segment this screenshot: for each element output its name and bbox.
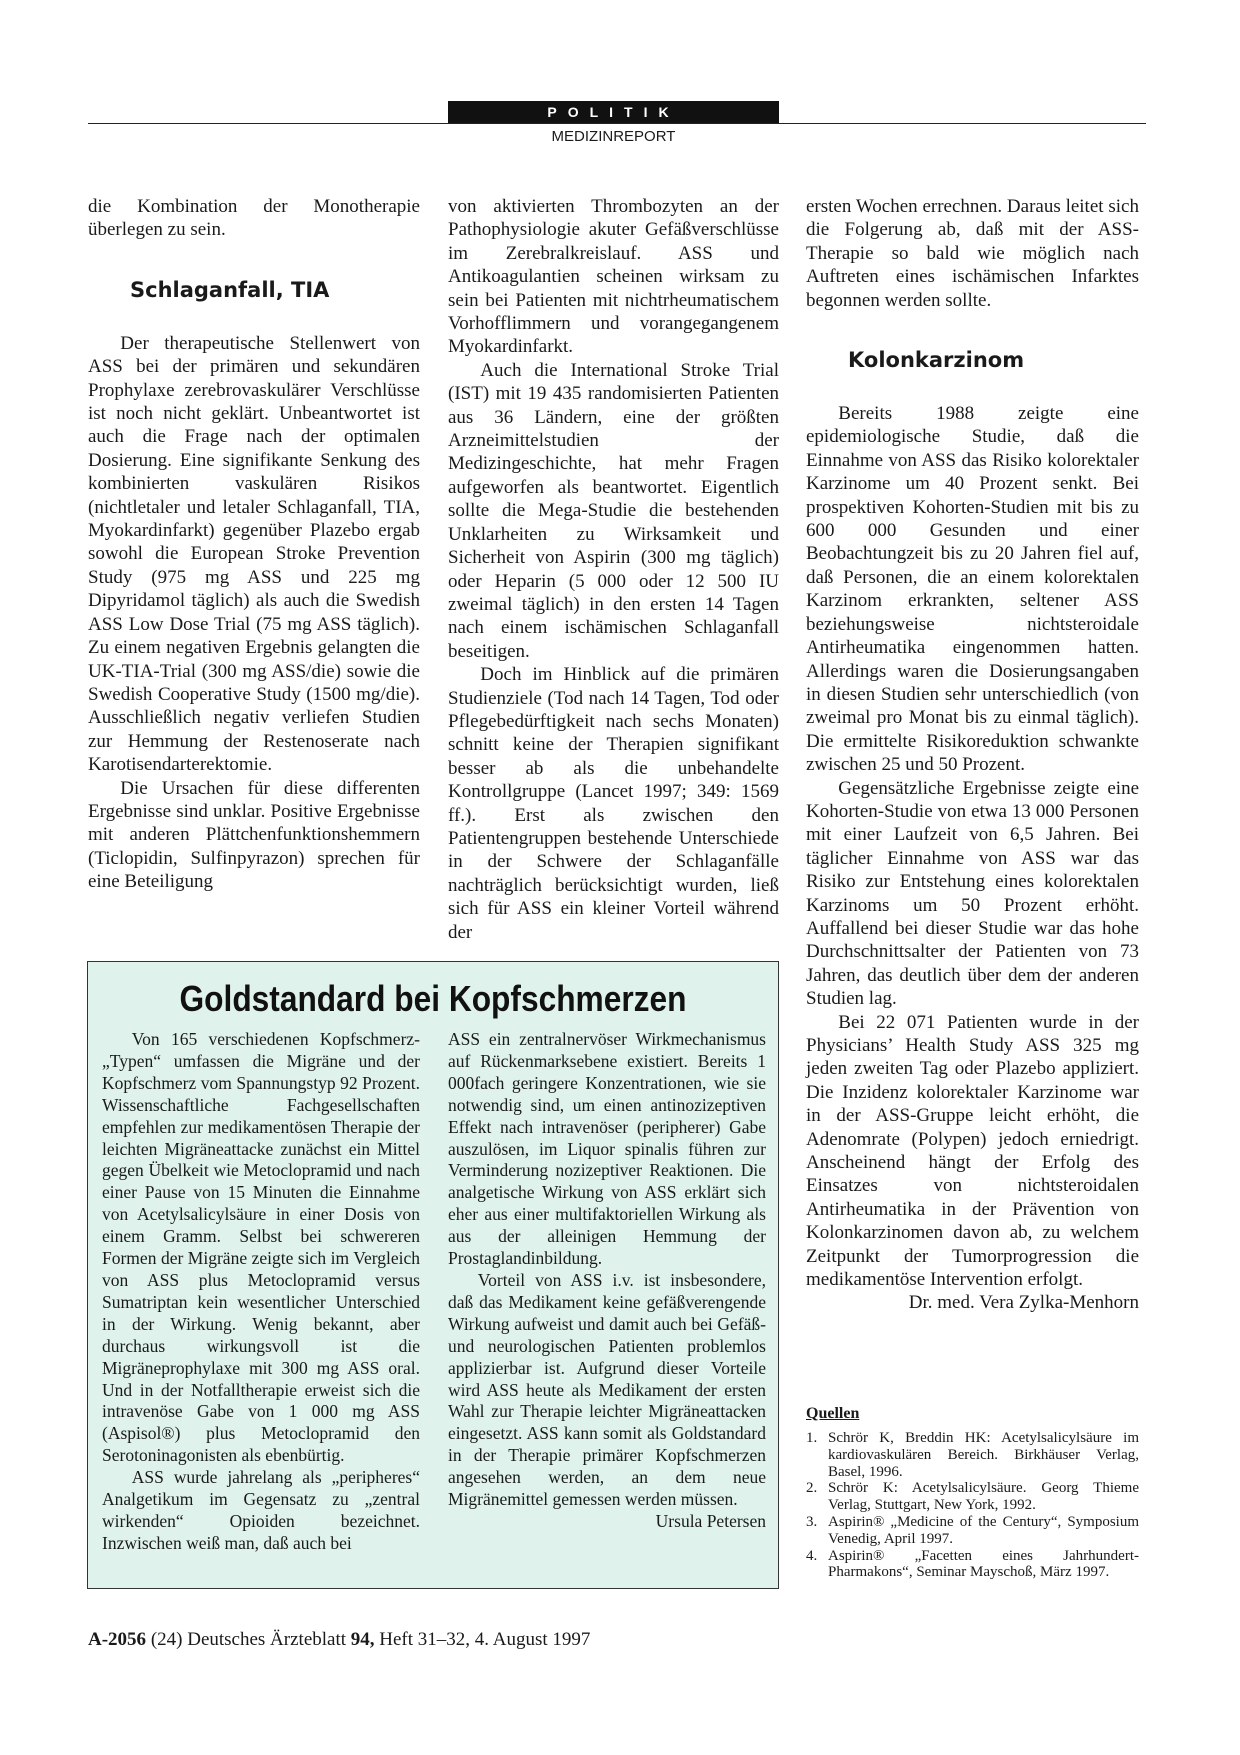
reference-item bbox=[806, 1480, 1139, 1514]
reference-text: Schrör K: Acetylsalicylsäure. Georg Thieme Verlag, Stuttgart, New York, 1992. bbox=[828, 1480, 1139, 1514]
paragraph: von aktivierten Thrombozyten an der Pathophysiologie akuter Gefäßverschlüsse im Zerebralkreislauf. ASS und Antikoagulantien scheinen wirksam zu sein bei Patienten mit nichtrheumatischem Vorhofflimmern und vorangegangenem Myokardinfarkt. bbox=[448, 196, 779, 358]
citation-volume: 94, bbox=[350, 1629, 375, 1650]
reference-number: 2. bbox=[806, 1480, 818, 1497]
paragraph: Der therapeutische Stellenwert von ASS bei der primären und sekundären Prophylaxe zerebrovaskulärer Verschlüsse ist noch nicht geklärt. Unbeantwortet ist auch die Frage nach der optimalen Dosierung. Eine signifikante Senkung des kombinierten vaskulären Risikos (nichtletaler und letaler Schlaganfall, TIA, Myokardinfarkt) gegenüber Plazebo ergab sowohl die European Stroke Prevention Study (975 mg ASS und 225 mg Dipyridamol täglich) als auch die Swedish ASS Low Dose Trial (75 mg ASS täglich). Zu einem negativen Ergebnis gelangten die UK-TIA-Trial (300 mg ASS/die) sowie die Swedish Cooperative Study (1500 mg/die). Ausschließlich negativ verliefen Studien zur Hemmung der Restenoserate nach Karotisendarterektomie. bbox=[88, 332, 420, 776]
paragraph: ersten Wochen errechnen. Daraus leitet sich die Folgerung ab, daß mit der ASS-Therapie so bald wie möglich nach Auftreten eines ischämischen Infarktes begonnen werden sollte. bbox=[806, 196, 1139, 311]
paragraph: Von 165 verschiedenen Kopfschmerz-„Typen“ umfassen die Migräne und der Kopfschmerz vom Spannungstyp 92 Prozent. Wissenschaftliche Fachgesellschaften empfehlen zur medikamentösen Therapie der leichten Migräneattacke zunächst ein Mittel gegen Übelkeit wie Metoclopramid und nach einer Pause von 15 Minuten die Einnahme von Acetylsalicylsäure in einer Dosis von einem Gramm. Selbst bei schwereren Formen der Migräne zeigte sich im Vergleich von ASS plus Metoclopramid versus Sumatriptan kein wesentlicher Unterschied in der Wirkung. Wenig bekannt, aber durchaus wirkungsvoll ist die Migräneprophylaxe mit 300 mg ASS oral. Und in der Notfalltherapie erweist sich die intravenöse Gabe von 1 000 mg ASS (Aspisol®) plus Metoclopramid den Serotoninagonisten als ebenbürtig. bbox=[102, 1029, 420, 1466]
paragraph: Die Ursachen für diese differenten Ergebnisse sind unklar. Positive Ergebnisse mit anderen Plättchenfunktionshemmern (Ticlopidin, Sulfinpyrazon) sprechen für eine Beteiligung bbox=[88, 777, 420, 893]
header-rule bbox=[88, 123, 1146, 124]
references-title: Quellen bbox=[806, 1405, 860, 1422]
citation-issue: Heft 31–32, 4. August 1997 bbox=[379, 1629, 591, 1650]
references bbox=[806, 1404, 1139, 1581]
paragraph: ASS wurde jahrelang als „peripheres“ Analgetikum im Gegensatz zu „zentral wirkenden“ Opioiden bezeichnet. Inzwischen weiß man, daß auch bei bbox=[102, 1467, 420, 1553]
sidebar-box bbox=[87, 961, 779, 1589]
box-author: Ursula Petersen bbox=[655, 1510, 766, 1531]
article-column-3 bbox=[806, 195, 1139, 1315]
paragraph: Bereits 1988 zeigte eine epidemiologische Studie, daß die Einnahme von ASS das Risiko kolorektaler Karzinome um 40 Prozent senkt. Bei prospektiven Kohorten-Studien mit bis zu 600 000 Gesunden und einer Beobachtungzeit bis zu 20 Jahren fiel auf, daß Personen, die an einem kolorektalen Karzinom erkrankten, seltener ASS beziehungsweise nichtsteroidale Antirheumatika eingenommen hatten. Allerdings waren die Dosierungsangaben in diesen Studien sehr unterschiedlich (von zweimal pro Monat bis zu einmal täglich). Die ermittelte Risikoreduktion schwankte zwischen 25 und 50 Prozent. bbox=[806, 403, 1139, 776]
box-title: Goldstandard bei Kopfschmerzen bbox=[179, 978, 687, 1019]
paragraph: ASS ein zentralnervöser Wirkmechanismus auf Rückenmarksebene existiert. Bereits 1 000fach geringere Konzentrationen, wie sie notwendig sind, um einen antinozizeptiven Effekt nach intravenöser (peripherer) Gabe auszulösen, im Liquor spinalis führen zur Verminderung nozizeptiver Reaktionen. Die analgetische Wirkung von ASS erklärt sich eher aus einer multifaktoriellen Wirkung als aus der alleinigen Hemmung der Prostaglandinbildung. bbox=[448, 1029, 766, 1269]
section-label: POLITIK bbox=[448, 101, 779, 123]
article-column-2 bbox=[448, 195, 779, 944]
paragraph bbox=[448, 1269, 766, 1531]
reference-text: Schrör K, Breddin HK: Acetylsalicylsäure im kardiovaskulären Bereich. Birkhäuser Verlag, Basel, 1996. bbox=[828, 1430, 1139, 1480]
page-footer bbox=[88, 1628, 788, 1652]
citation-journal: (24) Deutsches Ärzteblatt bbox=[150, 1629, 347, 1650]
section-heading-schlaganfall: Schlaganfall, TIA bbox=[130, 277, 330, 302]
reference-text: Aspirin® „Medicine of the Century“, Symposium Venedig, April 1997. bbox=[828, 1513, 1139, 1547]
paragraph: Auch die International Stroke Trial (IST) mit 19 435 randomisierten Patienten aus 36 Ländern, eine der größten Arzneimittelstudien der Medizingeschichte, hat mehr Fragen aufgeworfen als beantwortet. Eigentlich sollte die Mega-Studie die bestehenden Unklarheiten zu Wirksamkeit und Sicherheit von Aspirin (300 mg täglich) oder Heparin (5 000 oder 12 500 IU zweimal täglich) in den ersten 14 Tagen nach einem ischämischen Schlaganfall beseitigen. bbox=[448, 359, 779, 662]
paragraph: Doch im Hinblick auf die primären Studienziele (Tod nach 14 Tagen, Tod oder Pflegebedürftigkeit nach sechs Monaten) schnitt keine der Therapien signifikant besser ab als die unbehandelte Kontrollgruppe (Lancet 1997; 349: 1569 ff.). Erst als zwischen den Patientengruppen bestehende Unterschiede in der Schwere der Schlaganfälle nachträglich berücksichtigt wurden, ließ sich für ASS ein kleiner Vorteil während der bbox=[448, 664, 779, 943]
paragraph: Gegensätzliche Ergebnisse zeigte eine Kohorten-Studie von etwa 13 000 Personen mit einer Laufzeit von 6,5 Jahren. Bei täglicher Einnahme von ASS war das Risiko zur Entstehung eines kolorektalen Karzinoms um 50 Prozent erhöht. Auffallend bei dieser Studie war das hohe Durchschnittsalter der Patienten von 73 Jahren, das deutlich über dem der anderen Studien lag. bbox=[806, 777, 1139, 1010]
article-column-1 bbox=[88, 195, 420, 894]
article-author: Dr. med. Vera Zylka-Menhorn bbox=[908, 1292, 1139, 1314]
paragraph-text: Vorteil von ASS i.v. ist insbesondere, daß das Medikament keine gefäßverengende Wirkung aufweist und damit auch bei Gefäß- und neurologischen Patienten problemlos applizierbar ist. Aufgrund dieser Vorteile wird ASS heute als Medikament der ersten Wahl zur Therapie leichter Migräneattacken eingesetzt. ASS kann somit als Goldstandard in der Therapie primärer Kopfschmerzen angesehen werden, an dem neue Migränemittel gemessen werden müssen. bbox=[448, 1269, 766, 1510]
reference-item bbox=[806, 1514, 1139, 1548]
paragraph: Bei 22 071 Patienten wurde in der Physicians’ Health Study ASS 325 mg jeden zweiten Tag oder Plazebo appliziert. Die Inzidenz kolorektaler Karzinome war in der ASS-Gruppe leicht erhöht, die Adenomrate (Polypen) jedoch erniedrigt. Anscheinend hängt der Erfolg des Einsatzes von nichtsteroidalen Antirheumatika in der Prävention von Kolonkarzinomen davon ab, zu welchem Zeitpunkt der Tumorprogression die medikamentöse Intervention erfolgt. bbox=[806, 1011, 1139, 1291]
reference-number: 3. bbox=[806, 1513, 818, 1530]
box-column-1 bbox=[102, 1029, 420, 1555]
subsection-label: MEDIZINREPORT bbox=[551, 128, 676, 145]
page-code: A-2056 bbox=[88, 1629, 147, 1650]
reference-number: 4. bbox=[806, 1547, 818, 1564]
reference-text: Aspirin® „Facetten eines Jahrhundert-Pharmakons“, Seminar Mayschoß, März 1997. bbox=[828, 1547, 1139, 1581]
reference-item bbox=[806, 1548, 1139, 1582]
reference-number: 1. bbox=[806, 1430, 818, 1446]
section-heading-kolonkarzinom: Kolonkarzinom bbox=[848, 348, 1025, 373]
references-list bbox=[806, 1430, 1139, 1581]
box-column-2 bbox=[448, 1029, 766, 1533]
paragraph: die Kombination der Monotherapie überlegen zu sein. bbox=[88, 196, 420, 241]
reference-item bbox=[806, 1430, 1139, 1480]
